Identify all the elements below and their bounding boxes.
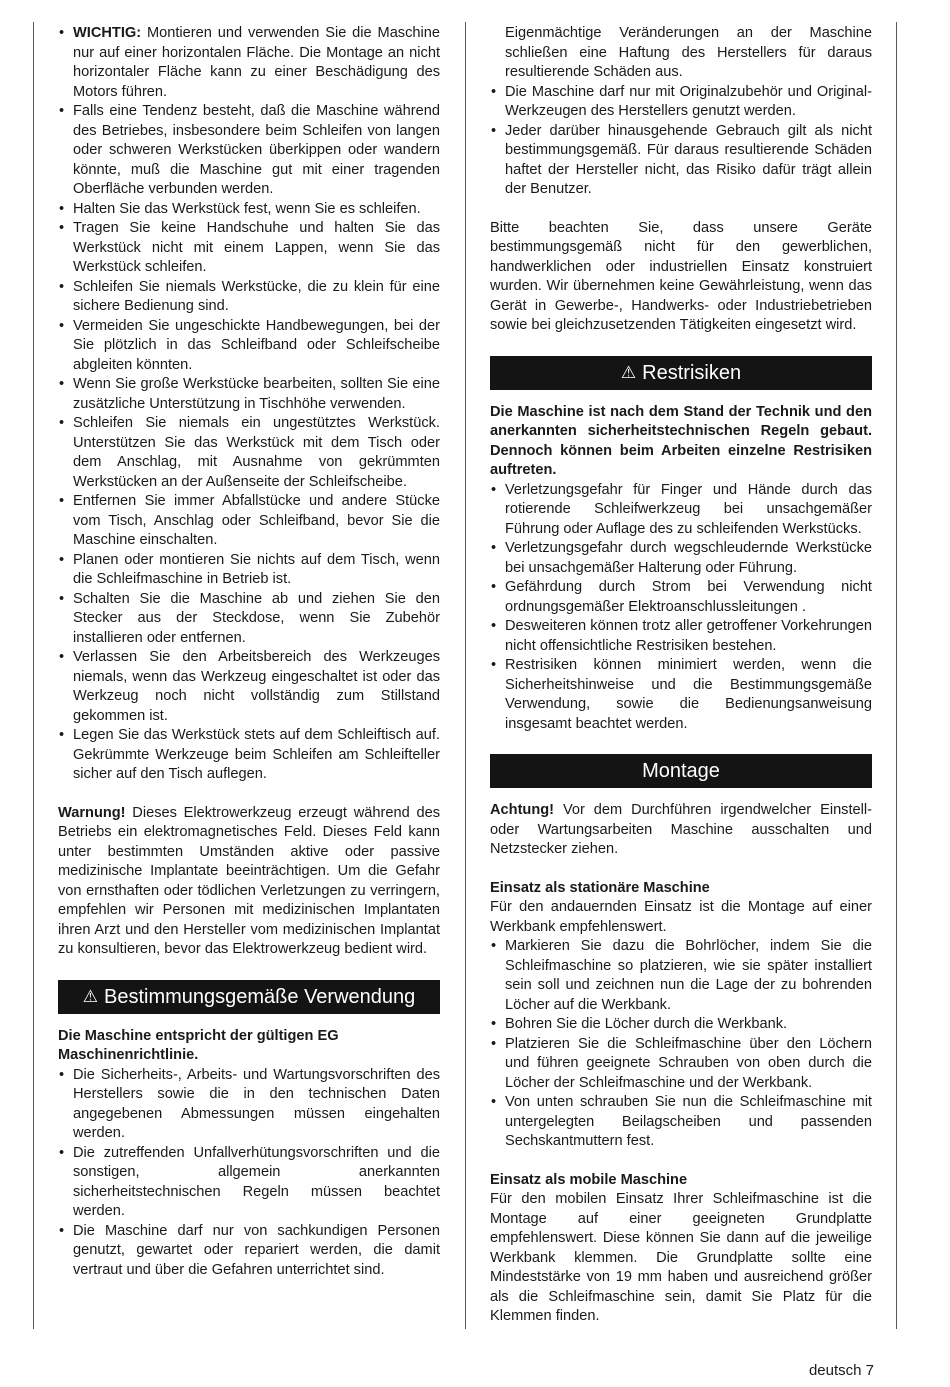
list-item: • Falls eine Tendenz besteht, daß die Maschine während des Betriebes, insbesondere beim Schleifen von langen oder schweren Werkstücken überkippen oder wandern könnte, muß die Maschine gut mit einer tragenden Oberfläche verbunden werden. xyxy=(58,102,440,200)
list-item: • Gefährdung durch Strom bei Verwendung nicht ordnungsgemäßer Elektroanschlussleitungen . xyxy=(490,578,872,617)
list-item: • Schalten Sie die Maschine ab und ziehen Sie den Stecker aus der Steckdose, wenn Sie Zubehör installieren oder entfernen. xyxy=(58,590,440,649)
assembly-heading: Montage xyxy=(490,754,872,788)
left-margin-rule xyxy=(33,22,34,1329)
right-column xyxy=(490,24,872,1327)
list-item: • Tragen Sie keine Handschuhe und halten Sie das Werkstück nicht mit einem Lappen, wenn Sie das Werkstück schleifen. xyxy=(58,219,440,278)
list-item: • WICHTIG: Montieren und verwenden Sie die Maschine nur auf einer horizontalen Fläche. Die Montage an nicht horizontaler Fläche kann zu einer Beschädigung des Motors führen. xyxy=(58,24,440,102)
intended-use-list-continued xyxy=(490,83,872,200)
left-column xyxy=(58,24,440,1280)
list-item: • Bohren Sie die Löcher durch die Werkbank. xyxy=(490,1015,872,1035)
mobile-paragraph: Für den mobilen Einsatz Ihrer Schleifmaschine ist die Montage auf einer geeigneten Grundplatte empfehlenswert. Diese können Sie dann auf die jeweilige Werkbank klemmen. Die Grundplatte sollte eine Mindeststärke von 19 mm haben und ausreichend größer als die Schleifmaschine sein, damit Sie Platz für die Klemmen finden. xyxy=(490,1191,872,1324)
list-item: • Verlassen Sie den Arbeitsbereich des Werkzeuges niemals, wenn das Werkzeug eingeschaltet ist oder das Werkzeug noch nicht vollständig zum Stillstand gekommen ist. xyxy=(58,648,440,726)
list-item: • Verletzungsgefahr für Finger und Hände durch das rotierende Schleifwerkzeug bei unsachgemäßer Führung oder Auflage des zu schleifenden Werkstücks. xyxy=(490,481,872,540)
assembly-attention-paragraph: Achtung! Vor dem Durchführen irgendwelcher Einstell- oder Wartungsarbeiten Maschine ausschalten und Netzstecker ziehen. xyxy=(490,802,872,857)
emf-warning-paragraph: Warnung! Dieses Elektrowerkzeug erzeugt während des Betriebs ein elektromagnetisches Feld. Dieses Feld kann unter bestimmten Umständen aktive oder passive medizinische Implantate beeinträchtigen. Um die Gefahr von ernsthaften oder tödlichen Verletzungen zu verringern, empfehlen wir Personen mit medizinischen Implantaten ihren Arzt und den Hersteller vom medizinischen Implantat zu konsultieren, bevor das Elektrowerkzeug bedient wird. xyxy=(58,804,440,957)
list-item: • Halten Sie das Werkstück fest, wenn Sie es schleifen. xyxy=(58,200,440,220)
residual-risks-heading: ⚠ Restrisiken xyxy=(490,356,872,390)
page-number-footer: deutsch 7 xyxy=(808,1362,874,1379)
liability-continuation: Eigenmächtige Veränderungen an der Maschine schließen eine Haftung des Herstellers für daraus resultierende Schäden aus. xyxy=(505,25,872,80)
right-margin-rule xyxy=(896,22,897,1329)
intended-use-intro: Die Maschine entspricht der gültigen EG Maschinenrichtlinie. xyxy=(58,1027,339,1063)
intended-use-heading: ⚠ Bestimmungsgemäße Verwendung xyxy=(58,980,440,1014)
list-item: • Wenn Sie große Werkstücke bearbeiten, sollten Sie eine zusätzliche Unterstützung in Tischhöhe verwenden. xyxy=(58,375,440,414)
list-item: • Restrisiken können minimiert werden, wenn die Sicherheitshinweise und die Bestimmungsgemäße Verwendung, sowie die Bedienungsanweisung insgesamt beachtet werden. xyxy=(490,656,872,734)
list-item: • Entfernen Sie immer Abfallstücke und andere Stücke vom Tisch, Anschlag oder Schleifband, bevor Sie die Maschine einschalten. xyxy=(58,492,440,551)
list-item: • Planen oder montieren Sie nichts auf dem Tisch, wenn die Schleifmaschine in Betrieb ist. xyxy=(58,551,440,590)
safety-instructions-list xyxy=(58,24,440,785)
warning-triangle-icon: ⚠ xyxy=(620,362,637,382)
list-item: • Die Maschine darf nur von sachkundigen Personen genutzt, gewartet oder repariert werden, die damit vertraut und über die Gefahren unterrichtet sind. xyxy=(58,1222,440,1281)
list-item: • Schleifen Sie niemals Werkstücke, die zu klein für eine sichere Bedienung sind. xyxy=(58,278,440,317)
important-label: WICHTIG: xyxy=(73,25,142,41)
list-item: • Legen Sie das Werkstück stets auf dem Schleiftisch auf. Gekrümmte Werkzeuge beim Schleifen am Schleifteller sicher auf den Tisch auflegen. xyxy=(58,726,440,785)
stationary-subheading: Einsatz als stationäre Maschine xyxy=(490,879,710,896)
attention-label: Achtung! xyxy=(490,802,555,818)
warning-label: Warnung! xyxy=(58,804,126,821)
list-item: • Vermeiden Sie ungeschickte Handbewegungen, bei der Sie plötzlich in das Schleifband oder Schleifscheibe abgleiten könnten. xyxy=(58,317,440,376)
stationary-steps-list xyxy=(490,937,872,1152)
list-item: • Desweiteren können trotz aller getroffener Vorkehrungen nicht offensichtliche Restrisiken bestehen. xyxy=(490,617,872,656)
intended-use-list xyxy=(58,1066,440,1281)
list-item: • Die Sicherheits-, Arbeits- und Wartungsvorschriften des Herstellers sowie die in den technischen Daten angegebenen Abmessungen müssen eingehalten werden. xyxy=(58,1066,440,1144)
list-item: • Verletzungsgefahr durch wegschleudernde Werkstücke bei unsachgemäßer Halterung oder Führung. xyxy=(490,539,872,578)
warning-triangle-icon: ⚠ xyxy=(82,986,98,1006)
list-item: • Markieren Sie dazu die Bohrlöcher, indem Sie die Schleifmaschine so platzieren, wie sie später installiert sein soll und zeichnen nun die Lage der zu bohrenden Löcher auf die Werkbank. xyxy=(490,937,872,1015)
list-item: • Die Maschine darf nur mit Originalzubehör und Original- Werkzeugen des Herstellers genutzt werden. xyxy=(490,83,872,122)
residual-risks-list xyxy=(490,481,872,735)
residual-risks-intro: Die Maschine ist nach dem Stand der Technik und den anerkannten sicherheitstechnischen Regeln gebaut. Dennoch können beim Arbeiten einzelne Restrisiken auftreten. xyxy=(490,403,872,478)
list-item: • Jeder darüber hinausgehende Gebrauch gilt als nicht bestimmungsgemäß. Für daraus resultierende Schäden haftet der Hersteller nicht, das Risiko dafür trägt allein der Benutzer. xyxy=(490,122,872,200)
list-item: • Schleifen Sie niemals ein ungestütztes Werkstück. Unterstützen Sie das Werkstück mit dem Tisch oder dem Anschlag, mit Ausnahme von gekrümmten Werkstücken an der Außenseite der Schleifscheibe. xyxy=(58,414,440,492)
commercial-use-note: Bitte beachten Sie, dass unsere Geräte bestimmungsgemäß nicht für den gewerblichen, handwerklichen oder industriellen Einsatz konstruiert wurden. Wir übernehmen keine Gewährleistung, wenn das Gerät in Gewerbe-, Handwerks- oder Industriebetrieben sowie bei gleichzusetzenden Tätigkeiten eingesetzt wird. xyxy=(490,219,872,333)
center-column-rule xyxy=(465,22,466,1329)
list-item: • Von unten schrauben Sie nun die Schleifmaschine mit untergelegten Beilagscheiben und passenden Sechskantmuttern fest. xyxy=(490,1093,872,1152)
list-item: • Die zutreffenden Unfallverhütungsvorschriften und die sonstigen, allgemein anerkannten sicherheitstechnischen Regeln müssen beachtet werden. xyxy=(58,1144,440,1222)
list-item: • Platzieren Sie die Schleifmaschine über den Löchern und führen geeignete Schrauben von oben durch die Löcher der Schleifmaschine und der Werkbank. xyxy=(490,1035,872,1094)
mobile-subheading: Einsatz als mobile Maschine xyxy=(490,1171,688,1188)
stationary-intro: Für den andauernden Einsatz ist die Montage auf einer Werkbank empfehlenswert. xyxy=(490,899,872,935)
